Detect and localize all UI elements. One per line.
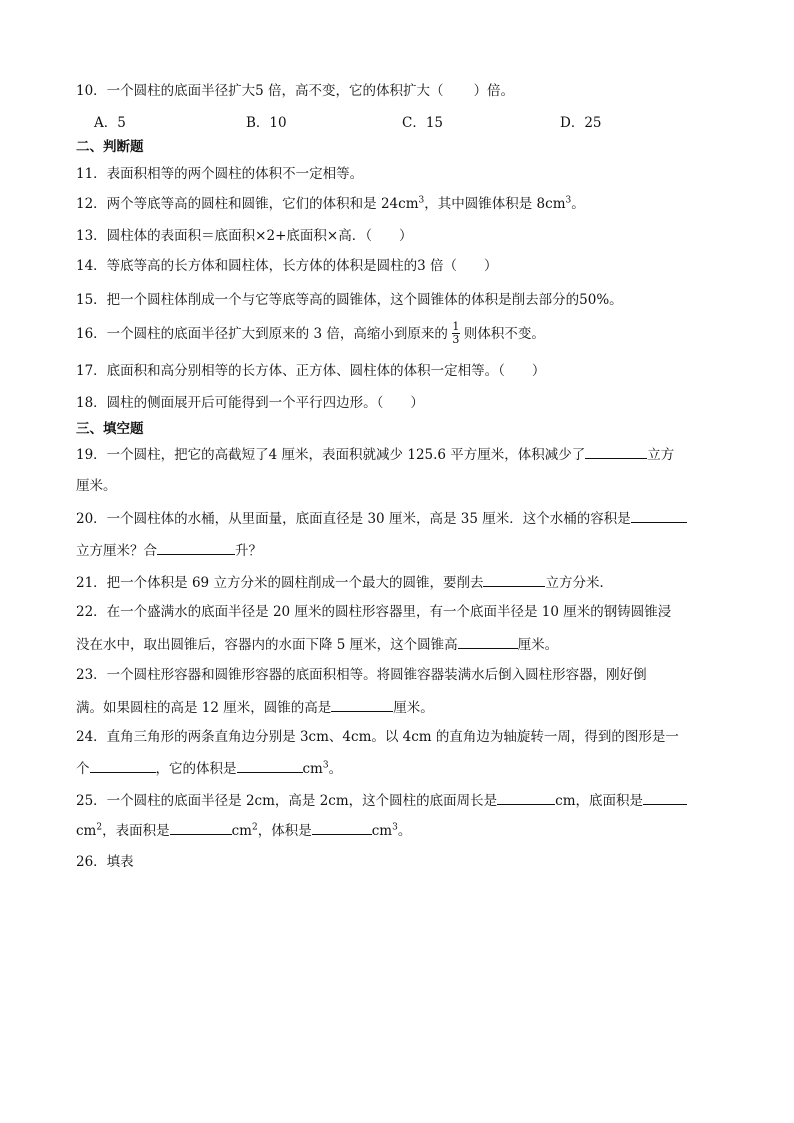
question-23: 23．一个圆柱形容器和圆锥形容器的底面积相等。将圆锥容器装满水后倒入圆柱形容器，刚好倒: [76, 667, 647, 683]
question-text: 21．把一个体积是 69 立方分米的圆柱削成一个最大的圆锥，要削去: [76, 575, 484, 591]
question-text: 立方厘米？合: [76, 543, 157, 559]
fraction: [452, 321, 460, 346]
superscript: 3: [322, 760, 329, 771]
question-25: [76, 790, 687, 811]
question-15: 15．把一个圆柱体削成一个与它等底等高的圆锥体，这个圆锥体的体积是削去部分的50%。: [76, 292, 623, 308]
question-20: [76, 508, 687, 529]
question-17: 17．底面积和高分别相等的长方体、正方体、圆柱体的体积一定相等。（ ）: [76, 363, 546, 379]
fraction-numerator: 1: [452, 320, 460, 333]
question-text: 没在水中，取出圆锥后，容器内的水面下降 5 厘米，这个圆锥高: [76, 637, 458, 653]
section-title-judgment: 二、判断题: [76, 139, 144, 155]
question-19-cont: 厘米。: [76, 478, 117, 494]
answer-blank[interactable]: [90, 758, 156, 773]
question-text: 则体积不变。: [463, 326, 545, 342]
question-text: ，体积是: [257, 823, 312, 839]
superscript: 3: [565, 195, 572, 206]
question-text: cm，底面积是: [555, 793, 644, 809]
question-text: 。: [571, 196, 585, 212]
question-text: 10．一个圆柱的底面半径扩大5 倍，高不变，它的体积扩大（: [76, 83, 444, 99]
answer-blank[interactable]: [170, 820, 232, 835]
question-text: 个: [76, 761, 90, 777]
question-25-cont: [76, 820, 411, 841]
answer-blank[interactable]: [585, 444, 647, 459]
question-text: 满。如果圆柱的高是 12 厘米，圆锥的高是: [76, 700, 332, 716]
question-12: [76, 194, 585, 214]
superscript: 3: [392, 822, 398, 833]
answer-blank[interactable]: [631, 508, 687, 523]
question-text: ，它的体积是: [155, 761, 237, 777]
question-text: ，表面积是: [102, 823, 170, 839]
answer-blank[interactable]: [331, 697, 393, 712]
question-11: 11．表面积相等的两个圆柱的体积不一定相等。: [76, 166, 364, 182]
question-22: 22．在一个盛满水的底面半径是 20 厘米的圆柱形容器里，有一个底面半径是 10 厘米的钢铸圆锥浸: [76, 604, 672, 620]
superscript: 2: [96, 822, 103, 833]
question-16: [76, 322, 545, 347]
question-text: 16．一个圆柱的底面半径扩大到原来的 3 倍，高缩小到原来的: [76, 326, 448, 342]
answer-blank[interactable]: [237, 758, 303, 773]
question-text: 立方分米．: [545, 575, 613, 591]
question-text: 25．一个圆柱的底面半径是 2cm，高是 2cm，这个圆柱的底面周长是: [76, 793, 498, 809]
answer-blank[interactable]: [458, 634, 518, 649]
answer-blank[interactable]: [497, 790, 555, 805]
option-b: B．10: [246, 115, 287, 131]
question-text: 。: [328, 761, 343, 777]
answer-blank[interactable]: [157, 540, 235, 555]
question-24: 24．直角三角形的两条直角边分别是 3cm、4cm。以 4cm 的直角边为轴旋转一周，得到的图形是一: [76, 729, 679, 745]
unit-text: cm: [76, 823, 97, 839]
question-text: 立方: [647, 447, 675, 463]
question-18: 18．圆柱的侧面展开后可能得到一个平行四边形。（ ）: [76, 395, 424, 411]
question-26: 26．填表: [76, 854, 134, 870]
unit-text: cm: [231, 823, 252, 839]
question-19: [76, 444, 674, 465]
question-text: 19．一个圆柱，把它的高截短了4 厘米，表面积就减少 125.6 平方厘米，体积减少了: [76, 447, 586, 463]
question-text: 12．两个等底等高的圆柱和圆锥，它们的体积和是 24cm: [76, 196, 419, 212]
question-23-cont: [76, 697, 434, 718]
superscript: 2: [251, 822, 258, 833]
option-a: A．5: [94, 115, 126, 131]
question-text: 升？: [235, 543, 262, 559]
question-text: 厘米。: [517, 637, 559, 653]
unit-text: cm: [302, 761, 323, 777]
question-text: ，其中圆锥体积是 8cm: [424, 196, 566, 212]
question-20-cont: [76, 540, 262, 561]
question-24-cont: [76, 758, 342, 779]
question-22-cont: [76, 634, 558, 655]
question-text: 厘米。: [393, 700, 434, 716]
superscript: 3: [418, 195, 425, 206]
unit-text: cm: [371, 823, 393, 839]
question-13: 13．圆柱体的表面积＝底面积×2+底面积×高．（ ）: [76, 228, 413, 244]
question-text: 。: [397, 823, 412, 839]
question-10: [76, 81, 514, 101]
question-text: 20．一个圆柱体的水桶，从里面量，底面直径是 30 厘米，高是 35 厘米．这个水桶的容积是: [76, 511, 631, 527]
question-14: 14．等底等高的长方体和圆柱体，长方体的体积是圆柱的3 倍（ ）: [76, 258, 498, 274]
option-d: D．25: [560, 115, 602, 131]
answer-blank[interactable]: [483, 572, 545, 587]
answer-blank[interactable]: [312, 820, 372, 835]
section-title-fill-in: 三、填空题: [76, 421, 144, 437]
fraction-denominator: 3: [452, 333, 460, 346]
answer-blank[interactable]: [643, 790, 687, 805]
question-21: [76, 572, 613, 593]
question-text: ）倍。: [473, 83, 515, 99]
option-c: C．15: [402, 115, 444, 131]
